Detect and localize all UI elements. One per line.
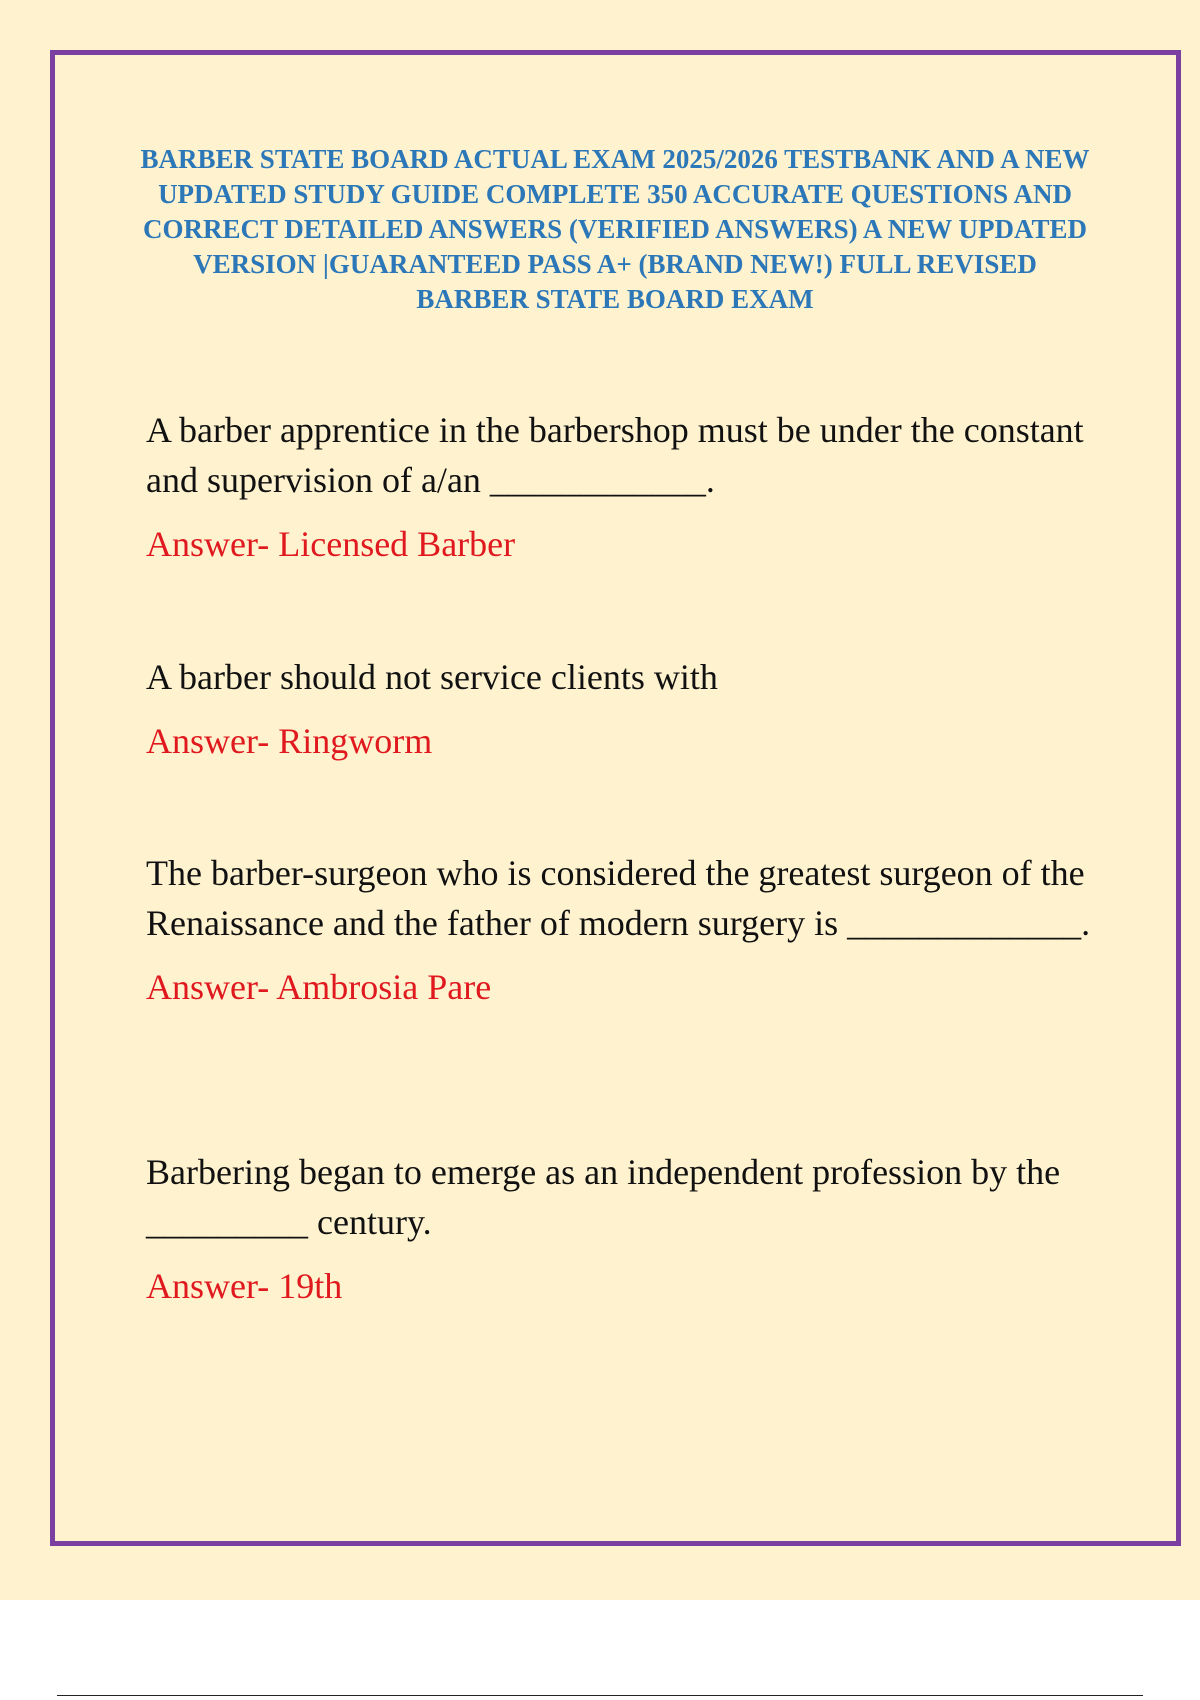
question-block-1 — [146, 405, 1096, 569]
document-title: BARBER STATE BOARD ACTUAL EXAM 2025/2026 TESTBANK AND A NEW UPDATED STUDY GUIDE COMPLETE 350 ACCURATE QUESTIONS AND CORRECT DETAILED ANSWERS (VERIFIED ANSWERS) A NEW UPDATED VERSION |GUARANTEED PASS A+ (BRAND NEW!) FULL REVISED BARBER STATE BOARD EXAM — [140, 144, 1090, 314]
question-text: The barber-surgeon who is considered the greatest surgeon of the Renaissance and the father of modern surgery is _____________. — [146, 853, 1091, 943]
question-block-2 — [146, 652, 1096, 766]
question-block-4 — [146, 1147, 1096, 1311]
question-text: A barber should not service clients with — [146, 657, 718, 697]
answer-text: Answer- Ambrosia Pare — [146, 967, 492, 1007]
answer-text: Answer- Licensed Barber — [146, 524, 516, 564]
footer-divider — [57, 1695, 1143, 1696]
answer-text: Answer- 19th — [146, 1266, 343, 1306]
question-text: Barbering began to emerge as an independent profession by the _________ century. — [146, 1152, 1061, 1242]
answer-text: Answer- Ringworm — [146, 721, 433, 761]
question-text: A barber apprentice in the barbershop must be under the constant and supervision of a/an ____________. — [146, 410, 1084, 500]
question-block-3 — [146, 848, 1096, 1012]
